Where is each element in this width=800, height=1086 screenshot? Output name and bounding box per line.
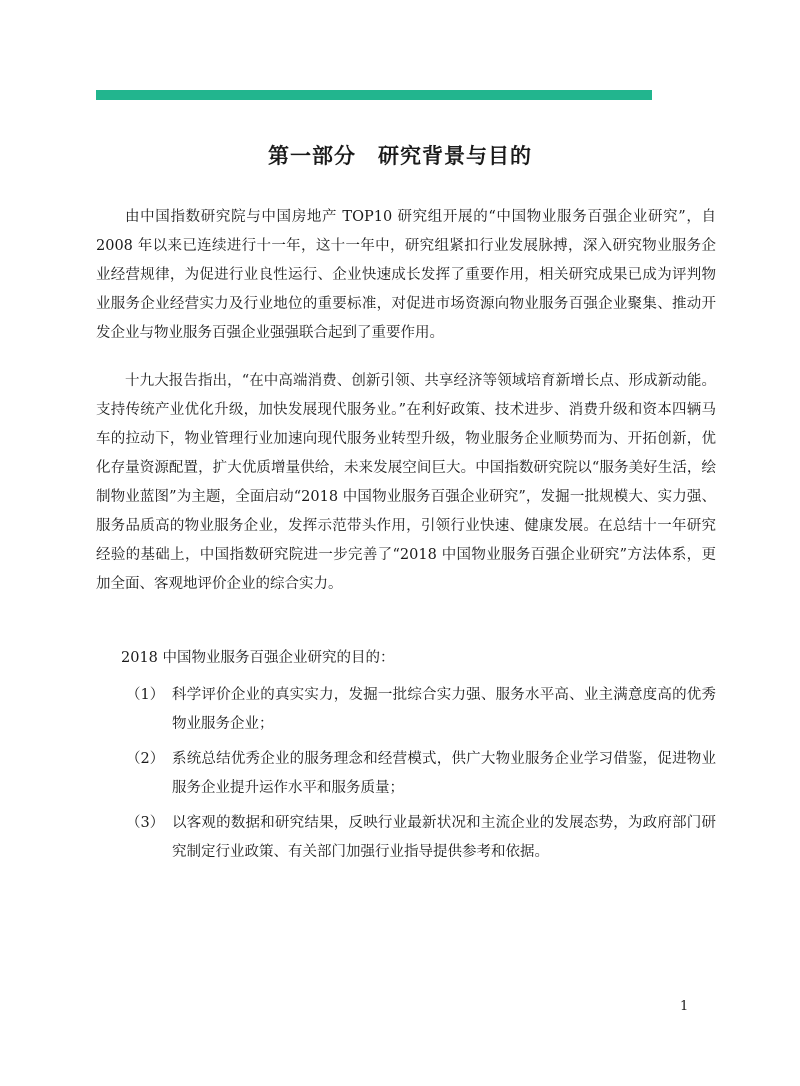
list-item-number: （3） (126, 815, 165, 831)
purpose-list-item (96, 681, 716, 739)
section-accent-bar (96, 90, 652, 100)
page-number: 1 (680, 999, 689, 1014)
background-paragraph-2: 十九大报告指出，“在中高端消费、创新引领、共享经济等领域培育新增长点、形成新动能。支持传统产业优化升级，加快发展现代服务业。”在利好政策、技术进步、消费升级和资本四辆马车的拉动下，物业管理行业加速向现代服务业转型升级，物业服务企业顺势而为、开拓创新，优化存量资源配置，扩大优质增量供给，未来发展空间巨大。中国指数研究院以“服务美好生活，绘制物业蓝图”为主题，全面启动“2018 中国物业服务百强企业研究”，发掘一批规模大、实力强、服务品质高的物业服务企业，发挥示范带头作用，引领行业快速、健康发展。在总结十一年研究经验的基础上，中国指数研究院进一步完善了“2018 中国物业服务百强企业研究”方法体系，更加全面、客观地评价企业的综合实力。 (96, 373, 716, 592)
purpose-intro: 2018 中国物业服务百强企业研究的目的： (121, 650, 395, 666)
list-item-number: （1） (126, 687, 165, 703)
list-item-number: （2） (126, 751, 165, 767)
purpose-list-item (96, 809, 716, 867)
list-item-text: 以客观的数据和研究结果，反映行业最新状况和主流企业的发展态势，为政府部门研究制定行业政策、有关部门加强行业指导提供参考和依据。 (172, 815, 716, 860)
list-item-text: 系统总结优秀企业的服务理念和经营模式，供广大物业服务企业学习借鉴，促进物业服务企业提升运作水平和服务质量； (172, 751, 716, 796)
section-title: 第一部分 研究背景与目的 (268, 144, 532, 168)
background-paragraph-1: 由中国指数研究院与中国房地产 TOP10 研究组开展的“中国物业服务百强企业研究”，自 2008 年以来已连续进行十一年，这十一年中，研究组紧扣行业发展脉搏，深入研究物业服务企业经营规律，为促进行业良性运行、企业快速成长发挥了重要作用，相关研究成果已成为评判物业服务企业经营实力及行业地位的重要标准，对促进市场资源向物业服务百强企业聚集、推动开发企业与物业服务百强企业强强联合起到了重要作用。 (96, 209, 716, 341)
list-item-text: 科学评价企业的真实实力，发掘一批综合实力强、服务水平高、业主满意度高的优秀物业服务企业； (172, 687, 716, 732)
purpose-list-item (96, 745, 716, 803)
